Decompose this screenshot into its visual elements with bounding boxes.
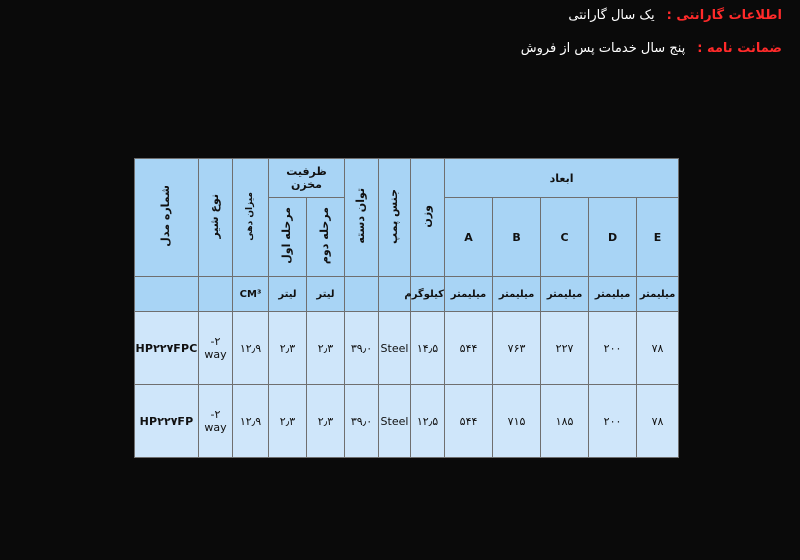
service-label: ضمانت نامه : <box>697 41 782 56</box>
warranty-line <box>142 8 782 23</box>
unit-d: میلیمتر <box>589 277 637 312</box>
cell-b: ۷۱۵ <box>493 385 541 458</box>
cell-e: ۷۸ <box>637 385 679 458</box>
cell-spray-rate: ۱۲٫۹ <box>233 312 269 385</box>
unit-handle-power <box>345 277 379 312</box>
header-group-tank-capacity: ظرفیت مخزن <box>269 159 345 198</box>
cell-c: ۱۸۵ <box>541 385 589 458</box>
warranty-label: اطلاعات گارانتی : <box>666 8 782 23</box>
unit-e: میلیمتر <box>637 277 679 312</box>
header-col-b: B <box>493 198 541 277</box>
header-stage-one: مرحله اول <box>269 198 307 277</box>
cell-pump-material: Steel <box>379 385 411 458</box>
unit-model-number <box>135 277 199 312</box>
unit-b: میلیمتر <box>493 277 541 312</box>
header-spray-rate: میزان دهی <box>233 159 269 277</box>
header-model-number: شماره مدل <box>135 159 199 277</box>
specification-table-wrapper <box>134 158 676 458</box>
cell-weight: ۱۲٫۵ <box>411 385 445 458</box>
header-group-dimensions: ابعاد <box>445 159 679 198</box>
cell-handle-power: ۳۹٫۰ <box>345 312 379 385</box>
cell-stage-one: ۲٫۳ <box>269 385 307 458</box>
cell-a: ۵۴۴ <box>445 385 493 458</box>
cell-stage-one: ۲٫۳ <box>269 312 307 385</box>
cell-model-number: HP۲۲۷FPC <box>135 312 199 385</box>
cell-model-number: HP۲۲۷FP <box>135 385 199 458</box>
unit-stage-one: لیتر <box>269 277 307 312</box>
header-pump-material: جنس پمپ <box>379 159 411 277</box>
cell-stage-two: ۲٫۳ <box>307 385 345 458</box>
unit-c: میلیمتر <box>541 277 589 312</box>
cell-spray-rate: ۱۲٫۹ <box>233 385 269 458</box>
table-row <box>135 385 679 458</box>
warranty-info-block <box>142 8 782 74</box>
table-header-row-groups <box>135 159 679 198</box>
service-value: پنج سال خدمات پس از فروش <box>520 41 686 56</box>
cell-nozzle-type: ۲- way <box>199 385 233 458</box>
header-stage-two: مرحله دوم <box>307 198 345 277</box>
cell-e: ۷۸ <box>637 312 679 385</box>
unit-weight: کیلوگرم <box>411 277 445 312</box>
cell-pump-material: Steel <box>379 312 411 385</box>
cell-c: ۲۲۷ <box>541 312 589 385</box>
header-col-d: D <box>589 198 637 277</box>
header-col-c: C <box>541 198 589 277</box>
cell-nozzle-type: ۲- way <box>199 312 233 385</box>
header-nozzle-type: نوع شیر <box>199 159 233 277</box>
header-col-e: E <box>637 198 679 277</box>
service-line <box>142 41 782 56</box>
header-weight: وزن <box>411 159 445 277</box>
header-col-a: A <box>445 198 493 277</box>
cell-d: ۲۰۰ <box>589 385 637 458</box>
header-handle-power: توان دسته <box>345 159 379 277</box>
table-units-row <box>135 277 679 312</box>
specification-table <box>134 158 679 458</box>
cell-weight: ۱۴٫۵ <box>411 312 445 385</box>
warranty-value: یک سال گارانتی <box>568 8 655 23</box>
unit-a: میلیمتر <box>445 277 493 312</box>
unit-spray-rate: CM³ <box>233 277 269 312</box>
cell-stage-two: ۲٫۳ <box>307 312 345 385</box>
table-row <box>135 312 679 385</box>
unit-nozzle-type <box>199 277 233 312</box>
cell-a: ۵۴۴ <box>445 312 493 385</box>
cell-b: ۷۶۳ <box>493 312 541 385</box>
cell-d: ۲۰۰ <box>589 312 637 385</box>
unit-stage-two: لیتر <box>307 277 345 312</box>
cell-handle-power: ۳۹٫۰ <box>345 385 379 458</box>
